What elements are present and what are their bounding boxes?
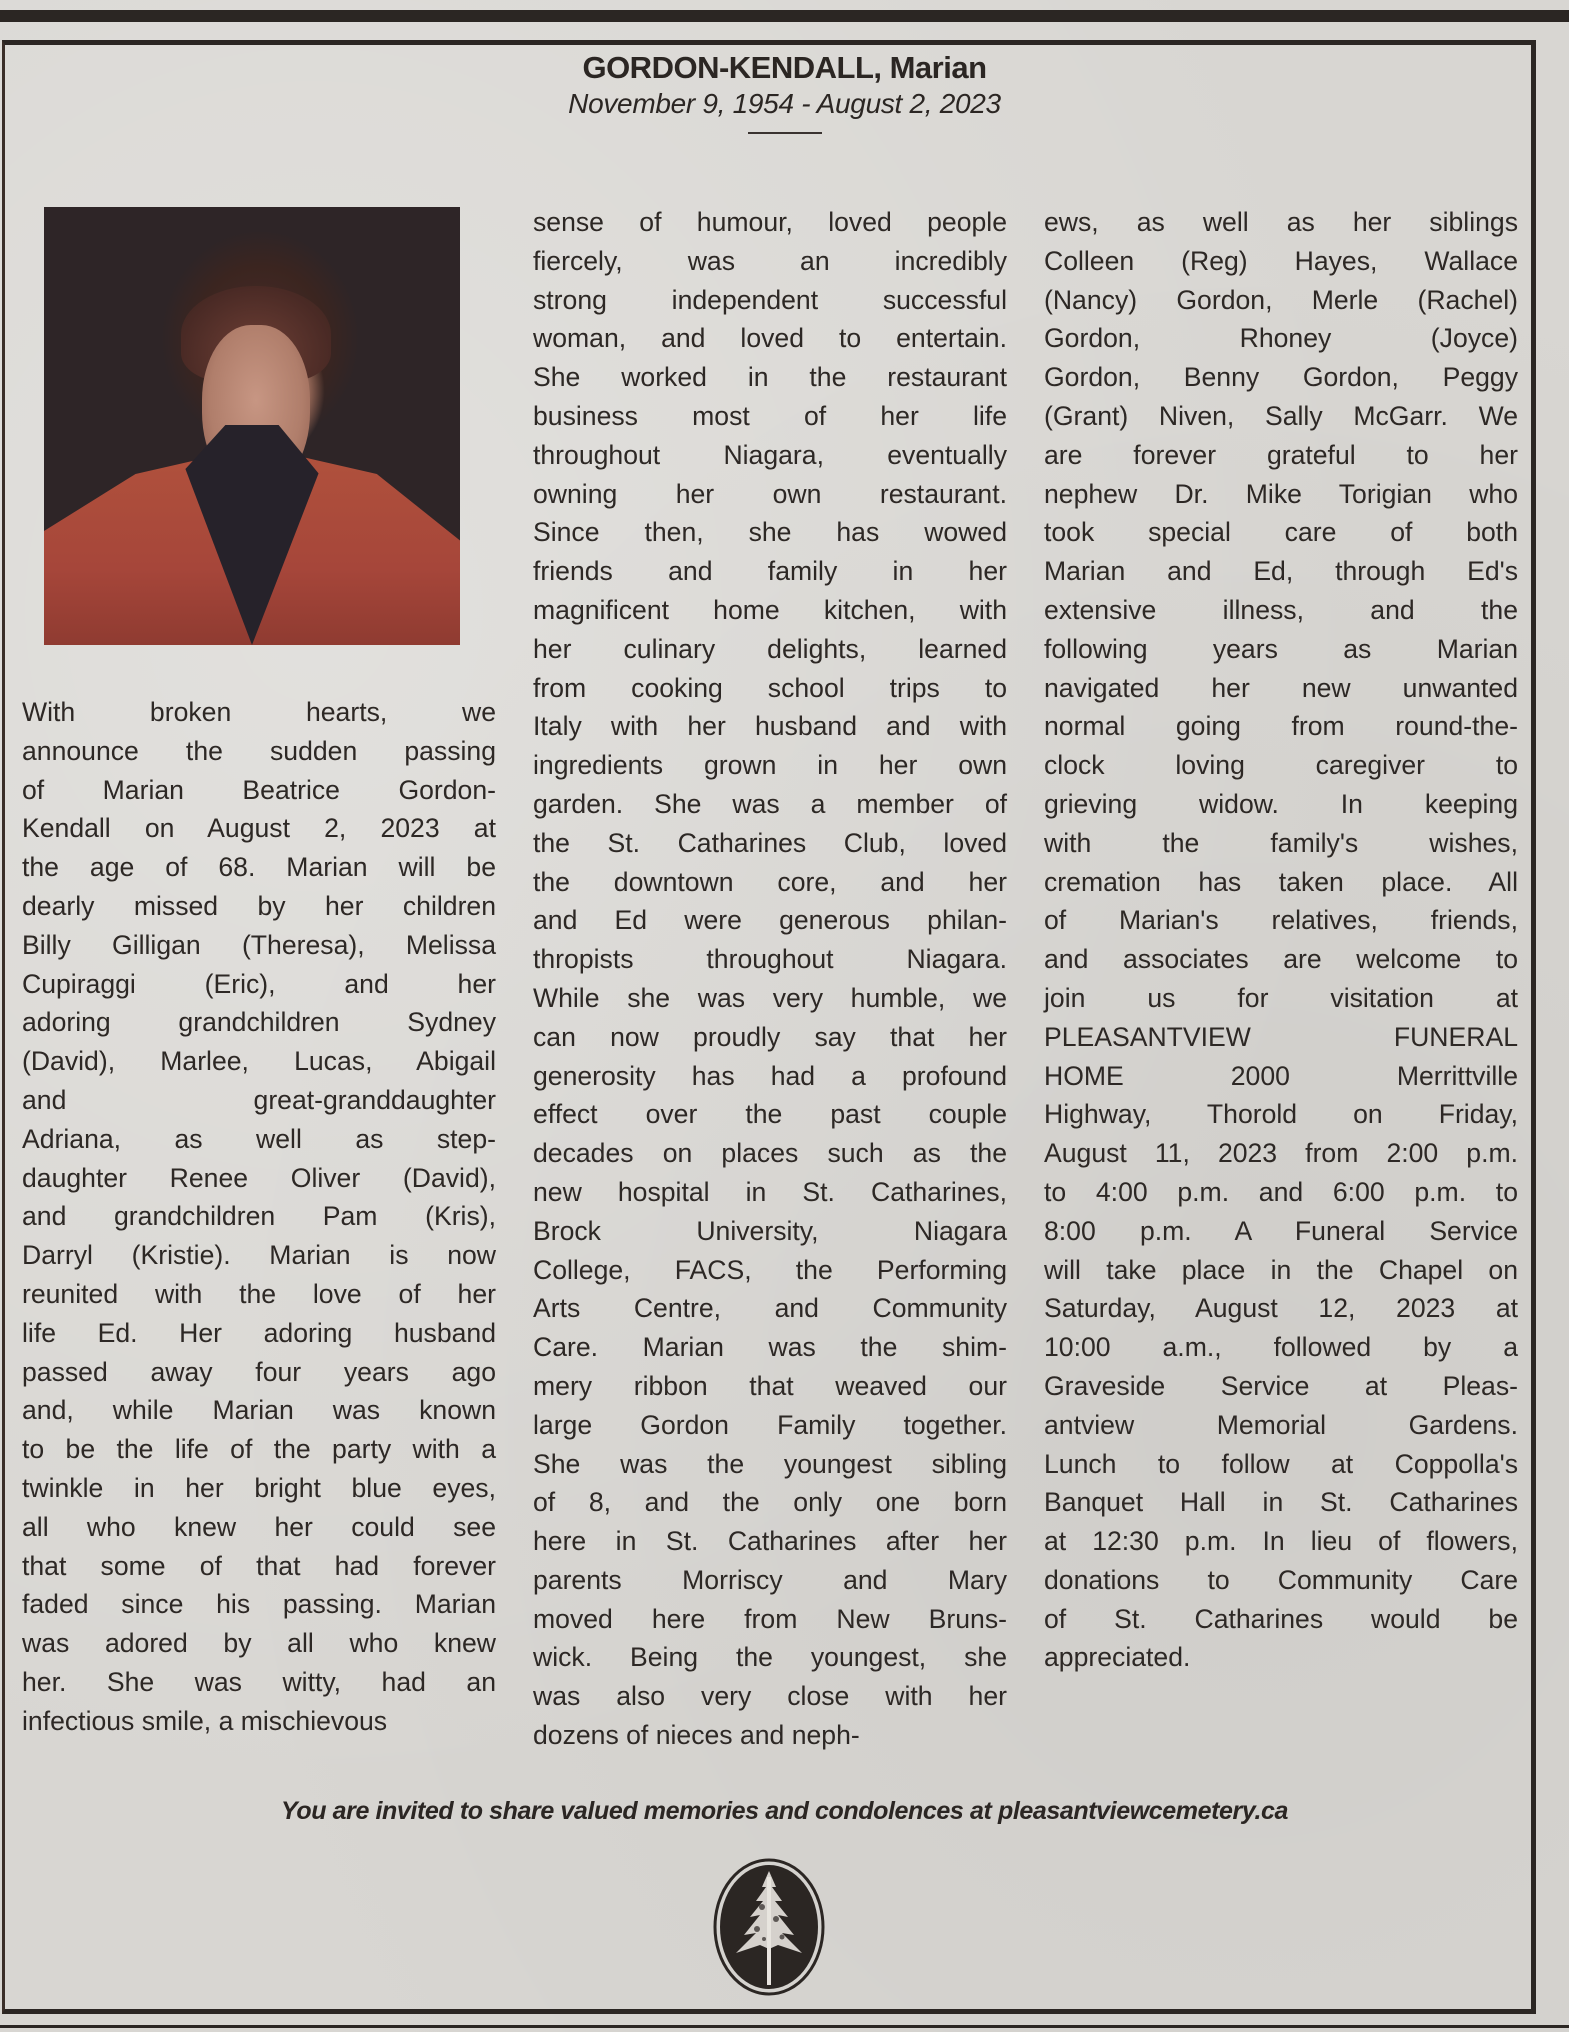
text-line: adoring grandchildren Sydney: [22, 1007, 496, 1038]
text-line: moved here from New Bruns-: [533, 1603, 1007, 1634]
text-line: and grandchildren Pam (Kris),: [22, 1201, 496, 1232]
text-line: here in St. Catharines after her: [533, 1526, 1007, 1557]
text-line: the downtown core, and her: [533, 866, 1007, 897]
text-line: Kendall on August 2, 2023 at: [22, 813, 496, 844]
text-line: Marian and Ed, through Ed's: [1044, 556, 1518, 587]
pine-tree-emblem-icon: [712, 1857, 826, 1997]
text-line: Cupiraggi (Eric), and her: [22, 968, 496, 999]
text-line: dearly missed by her children: [22, 890, 496, 921]
text-line: throughout Niagara, eventually: [533, 439, 1007, 470]
text-line: announce the sudden passing: [22, 735, 496, 766]
text-line: Lunch to follow at Coppolla's: [1044, 1448, 1518, 1479]
text-line: August 11, 2023 from 2:00 p.m.: [1044, 1138, 1518, 1169]
text-line: twinkle in her bright blue eyes,: [22, 1472, 496, 1503]
text-line: to be the life of the party with a: [22, 1434, 496, 1465]
text-line: of Marian Beatrice Gordon-: [22, 774, 496, 805]
text-line: faded since his passing. Marian: [22, 1589, 496, 1620]
text-line: HOME 2000 Merrittville: [1044, 1060, 1518, 1091]
text-line: at 12:30 p.m. In lieu of flowers,: [1044, 1526, 1518, 1557]
text-line: reunited with the love of her: [22, 1278, 496, 1309]
text-line: (David), Marlee, Lucas, Abigail: [22, 1046, 496, 1077]
text-line: ews, as well as her siblings: [1044, 207, 1518, 237]
text-line: grieving widow. In keeping: [1044, 788, 1518, 819]
text-line: parents Morriscy and Mary: [533, 1564, 1007, 1595]
text-line: owning her own restaurant.: [533, 478, 1007, 509]
text-line: magnificent home kitchen, with: [533, 594, 1007, 625]
text-line: (Nancy) Gordon, Merle (Rachel): [1044, 284, 1518, 315]
obituary-column-1: [22, 693, 496, 1741]
text-line: was adored by all who knew: [22, 1628, 496, 1659]
text-line: of Marian's relatives, friends,: [1044, 905, 1518, 936]
text-line: 10:00 a.m., followed by a: [1044, 1332, 1518, 1363]
text-line: Gordon, Rhoney (Joyce): [1044, 323, 1518, 354]
text-line: effect over the past couple: [533, 1099, 1007, 1130]
text-line: normal going from round-the-: [1044, 711, 1518, 742]
text-line: was also very close with her: [533, 1681, 1007, 1712]
text-line: Since then, she has wowed: [533, 517, 1007, 548]
text-line: sense of humour, loved people: [533, 207, 1007, 237]
text-line: nephew Dr. Mike Torigian who: [1044, 478, 1518, 509]
text-line: She was the youngest sibling: [533, 1448, 1007, 1479]
text-line: Italy with her husband and with: [533, 711, 1007, 742]
text-line: following years as Marian: [1044, 633, 1518, 664]
text-line: With broken hearts, we: [22, 697, 496, 727]
text-line: generosity has had a profound: [533, 1060, 1007, 1091]
text-line: passed away four years ago: [22, 1356, 496, 1387]
text-line: Graveside Service at Pleas-: [1044, 1370, 1518, 1401]
text-line: (Grant) Niven, Sally McGarr. We: [1044, 400, 1518, 431]
text-line: Darryl (Kristie). Marian is now: [22, 1240, 496, 1271]
text-line: donations to Community Care: [1044, 1564, 1518, 1595]
text-line: with the family's wishes,: [1044, 827, 1518, 858]
text-line: Banquet Hall in St. Catharines: [1044, 1487, 1518, 1518]
text-line: thropists throughout Niagara.: [533, 944, 1007, 975]
text-line: of St. Catharines would be: [1044, 1603, 1518, 1634]
text-line: Saturday, August 12, 2023 at: [1044, 1293, 1518, 1324]
text-line: life Ed. Her adoring husband: [22, 1317, 496, 1348]
text-line: She worked in the restaurant: [533, 362, 1007, 393]
deceased-name: GORDON-KENDALL, Marian: [582, 50, 987, 85]
text-line: Billy Gilligan (Theresa), Melissa: [22, 929, 496, 960]
text-line: large Gordon Family together.: [533, 1409, 1007, 1440]
text-line: infectious smile, a mischievous: [22, 1705, 388, 1736]
text-line: of 8, and the only one born: [533, 1487, 1007, 1518]
text-line: the St. Catharines Club, loved: [533, 827, 1007, 858]
bottom-rule-divider: [0, 2025, 1569, 2028]
obituary-header: [0, 50, 1569, 134]
text-line: extensive illness, and the: [1044, 594, 1518, 625]
text-line: While she was very humble, we: [533, 982, 1007, 1013]
text-line: that some of that had forever: [22, 1550, 496, 1581]
text-line: and, while Marian was known: [22, 1395, 496, 1426]
text-line: Brock University, Niagara: [533, 1215, 1007, 1246]
text-line: new hospital in St. Catharines,: [533, 1176, 1007, 1207]
text-line: join us for visitation at: [1044, 982, 1518, 1013]
text-line: mery ribbon that weaved our: [533, 1370, 1007, 1401]
text-line: strong independent successful: [533, 284, 1007, 315]
text-line: appreciated.: [1044, 1642, 1191, 1673]
text-line: cremation has taken place. All: [1044, 866, 1518, 897]
header-divider: [748, 132, 822, 134]
text-line: her. She was witty, had an: [22, 1666, 496, 1697]
text-line: dozens of nieces and neph-: [533, 1720, 860, 1751]
text-line: woman, and loved to entertain.: [533, 323, 1007, 354]
text-line: garden. She was a member of: [533, 788, 1007, 819]
text-line: and great-granddaughter: [22, 1084, 496, 1115]
text-line: clock loving caregiver to: [1044, 750, 1518, 781]
text-line: Care. Marian was the shim-: [533, 1332, 1007, 1363]
text-line: Arts Centre, and Community: [533, 1293, 1007, 1324]
text-line: antview Memorial Gardens.: [1044, 1409, 1518, 1440]
text-line: fiercely, was an incredibly: [533, 245, 1007, 276]
text-line: PLEASANTVIEW FUNERAL: [1044, 1021, 1518, 1052]
text-line: daughter Renee Oliver (David),: [22, 1162, 496, 1193]
text-line: business most of her life: [533, 400, 1007, 431]
life-dates: November 9, 1954 - August 2, 2023: [568, 88, 1001, 119]
obituary-column-3: [1044, 203, 1518, 1677]
portrait-photo: [44, 207, 460, 645]
condolences-invitation: You are invited to share valued memories and condolences at pleasantviewcemetery.ca: [280, 1797, 1289, 1825]
text-line: will take place in the Chapel on: [1044, 1254, 1518, 1285]
text-line: her culinary delights, learned: [533, 633, 1007, 664]
text-line: 8:00 p.m. A Funeral Service: [1044, 1215, 1518, 1246]
text-line: navigated her new unwanted: [1044, 672, 1518, 703]
text-line: Highway, Thorold on Friday,: [1044, 1099, 1518, 1130]
text-line: took special care of both: [1044, 517, 1518, 548]
text-line: College, FACS, the Performing: [533, 1254, 1007, 1285]
text-line: can now proudly say that her: [533, 1021, 1007, 1052]
text-line: ingredients grown in her own: [533, 750, 1007, 781]
text-line: Colleen (Reg) Hayes, Wallace: [1044, 245, 1518, 276]
top-rule-divider: [0, 10, 1569, 22]
text-line: the age of 68. Marian will be: [22, 852, 496, 883]
text-line: wick. Being the youngest, she: [533, 1642, 1007, 1673]
text-line: Adriana, as well as step-: [22, 1123, 496, 1154]
text-line: and associates are welcome to: [1044, 944, 1518, 975]
text-line: from cooking school trips to: [533, 672, 1007, 703]
obituary-column-2: [533, 203, 1007, 1755]
text-line: decades on places such as the: [533, 1138, 1007, 1169]
text-line: and Ed were generous philan-: [533, 905, 1007, 936]
text-line: are forever grateful to her: [1044, 439, 1518, 470]
text-line: Gordon, Benny Gordon, Peggy: [1044, 362, 1518, 393]
text-line: friends and family in her: [533, 556, 1007, 587]
text-line: all who knew her could see: [22, 1511, 496, 1542]
text-line: to 4:00 p.m. and 6:00 p.m. to: [1044, 1176, 1518, 1207]
